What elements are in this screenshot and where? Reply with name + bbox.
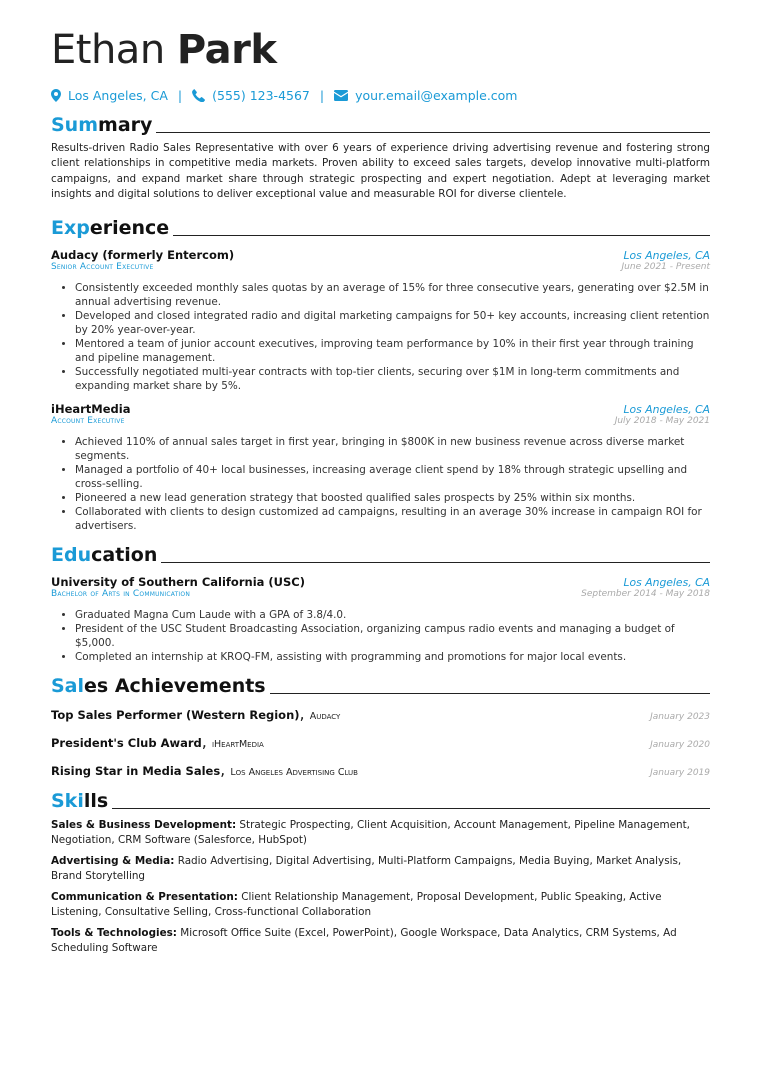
skill-group	[51, 854, 710, 883]
location-text: Los Angeles, CA	[68, 88, 168, 103]
achievement-item: Rising Star in Media Sales, Los Angeles Advertising Club January 2019	[51, 760, 710, 780]
skill-text: Client Relationship Management, Proposal Development, Public Speaking, Active Listening, Consultative Selling, Cross-functional Collaboration	[51, 891, 662, 918]
job-dates: June 2021 - Present	[621, 262, 710, 273]
heading-rest: mary	[98, 114, 153, 136]
job-title: Senior Account Executive	[51, 262, 154, 273]
award-date: January 2020	[650, 740, 710, 751]
list-item: • Graduated Magna Cum Laude with a GPA of 3.8/4.0.	[75, 608, 710, 622]
school-location: Los Angeles, CA	[623, 576, 710, 590]
list-item: • President of the USC Student Broadcasting Association, organizing campus radio events and managing a budget of $5,000.	[75, 622, 710, 650]
heading-rest: erience	[89, 217, 170, 240]
experience-entry	[51, 402, 710, 533]
list-item: • Mentored a team of junior account executives, improving team performance by 10% in their first year through training and pipeline management.	[75, 337, 710, 365]
job-bullets	[51, 435, 710, 533]
skill-group	[51, 818, 710, 847]
school-name: University of Southern California (USC)	[51, 575, 305, 590]
experience-heading	[51, 216, 710, 240]
award-date: January 2019	[650, 768, 710, 779]
list-item: • Completed an internship at KROQ-FM, assisting with programming and promotions for major local events.	[75, 650, 710, 664]
achievement-item: President's Club Award, iHeartMedia January 2020	[51, 732, 710, 752]
heading-rest: cation	[91, 544, 158, 567]
heading-rule	[270, 693, 710, 694]
job-dates: July 2018 - May 2021	[614, 416, 710, 427]
employer-name: Audacy (formerly Entercom)	[51, 248, 235, 263]
contact-separator: |	[319, 88, 325, 103]
skill-text: Strategic Prospecting, Client Acquisition, Account Management, Pipeline Management, Negotiation, CRM Software (Salesforce, HubSpot)	[51, 819, 690, 846]
skill-group	[51, 926, 710, 955]
envelope-icon	[334, 90, 348, 101]
heading-accent: Edu	[51, 544, 92, 567]
list-item: • Managed a portfolio of 40+ local businesses, increasing average client spend by 18% through strategic upselling and cross-selling.	[75, 463, 710, 491]
education-heading	[51, 543, 710, 567]
contact-separator: |	[177, 88, 183, 103]
heading-rest: lls	[83, 790, 109, 813]
list-item: • Achieved 110% of annual sales target in first year, bringing in $800K in new business revenue across diverse market segments.	[75, 435, 710, 463]
skill-label: Sales & Business Development:	[51, 819, 237, 832]
list-item: • Pioneered a new lead generation strategy that boosted qualified sales prospects by 25% within six months.	[75, 491, 710, 505]
award-title: Top Sales Performer (Western Region)	[51, 708, 300, 723]
employer-name: iHeartMedia	[51, 402, 131, 417]
heading-accent: Sum	[51, 114, 99, 136]
heading-rule	[156, 132, 710, 133]
phone-text: (555) 123-4567	[212, 88, 310, 103]
skill-text: Radio Advertising, Digital Advertising, Multi-Platform Campaigns, Media Buying, Market Analysis, Brand Storytelling	[51, 855, 682, 882]
skills-heading	[51, 789, 710, 813]
experience-entry	[51, 248, 710, 393]
education-bullets	[51, 608, 710, 664]
award-date: January 2023	[650, 712, 710, 723]
heading-rule	[161, 562, 710, 563]
heading-rule	[112, 808, 710, 809]
employer-location: Los Angeles, CA	[623, 403, 710, 417]
award-title: Rising Star in Media Sales	[51, 764, 221, 779]
education-dates: September 2014 - May 2018	[581, 589, 710, 600]
employer-location: Los Angeles, CA	[623, 249, 710, 263]
contact-phone[interactable]	[192, 88, 310, 103]
phone-icon	[192, 89, 205, 102]
award-issuer: Los Angeles Advertising Club	[230, 767, 358, 779]
job-bullets	[51, 281, 710, 393]
skill-label: Communication & Presentation:	[51, 891, 238, 904]
heading-accent: Sal	[51, 675, 85, 698]
job-title: Account Executive	[51, 416, 125, 427]
skill-label: Tools & Technologies:	[51, 927, 177, 940]
achievement-item: Top Sales Performer (Western Region), Audacy January 2023	[51, 704, 710, 724]
first-name: Ethan	[51, 27, 165, 73]
heading-accent: Ski	[51, 790, 84, 813]
list-item: • Developed and closed integrated radio and digital marketing campaigns for 50+ key accounts, increasing client retention by 20% year-over-year.	[75, 309, 710, 337]
award-issuer: Audacy	[309, 711, 341, 723]
skill-label: Advertising & Media:	[51, 855, 175, 868]
heading-rule	[173, 235, 710, 236]
candidate-name	[51, 28, 710, 72]
email-text: your.email@example.com	[355, 88, 518, 103]
contact-email[interactable]	[334, 88, 517, 103]
last-name: Park	[176, 27, 277, 73]
skill-text: Microsoft Office Suite (Excel, PowerPoint), Google Workspace, Data Analytics, CRM Systems, Ad Scheduling Software	[51, 927, 677, 954]
contact-bar	[51, 88, 710, 103]
list-item: • Successfully negotiated multi-year contracts with top-tier clients, securing over $1M in long-term commitments and expanding market share by 5%.	[75, 365, 710, 393]
education-entry	[51, 575, 710, 664]
achievements-heading	[51, 674, 710, 698]
award-issuer: iHeartMedia	[211, 739, 264, 751]
list-item: • Consistently exceeded monthly sales quotas by an average of 15% for three consecutive years, generating over $2.5M in annual advertising revenue.	[75, 281, 710, 309]
heading-rest: es Achievements	[84, 675, 266, 698]
skill-group	[51, 890, 710, 919]
summary-text: Results-driven Radio Sales Representative with over 6 years of experience driving advertising revenue and fostering strong client relationships in competitive media markets. Proven ability to exceed sales targets, develop innovative multi-platform campaigns, and expand market share through strategic prospecting and expert negotiation. Adept at leveraging market insights and digital solutions to deliver exceptional value and measurable ROI for diverse clientele.	[51, 142, 710, 200]
list-item: • Collaborated with clients to design customized ad campaigns, resulting in an average 30% increase in campaign ROI for advertisers.	[75, 505, 710, 533]
award-title: President's Club Award	[51, 736, 202, 751]
heading-accent: Exp	[51, 217, 90, 240]
contact-location	[51, 88, 168, 103]
degree: Bachelor of Arts in Communication	[51, 589, 191, 600]
summary-heading	[51, 113, 710, 137]
map-marker-icon	[51, 89, 61, 102]
